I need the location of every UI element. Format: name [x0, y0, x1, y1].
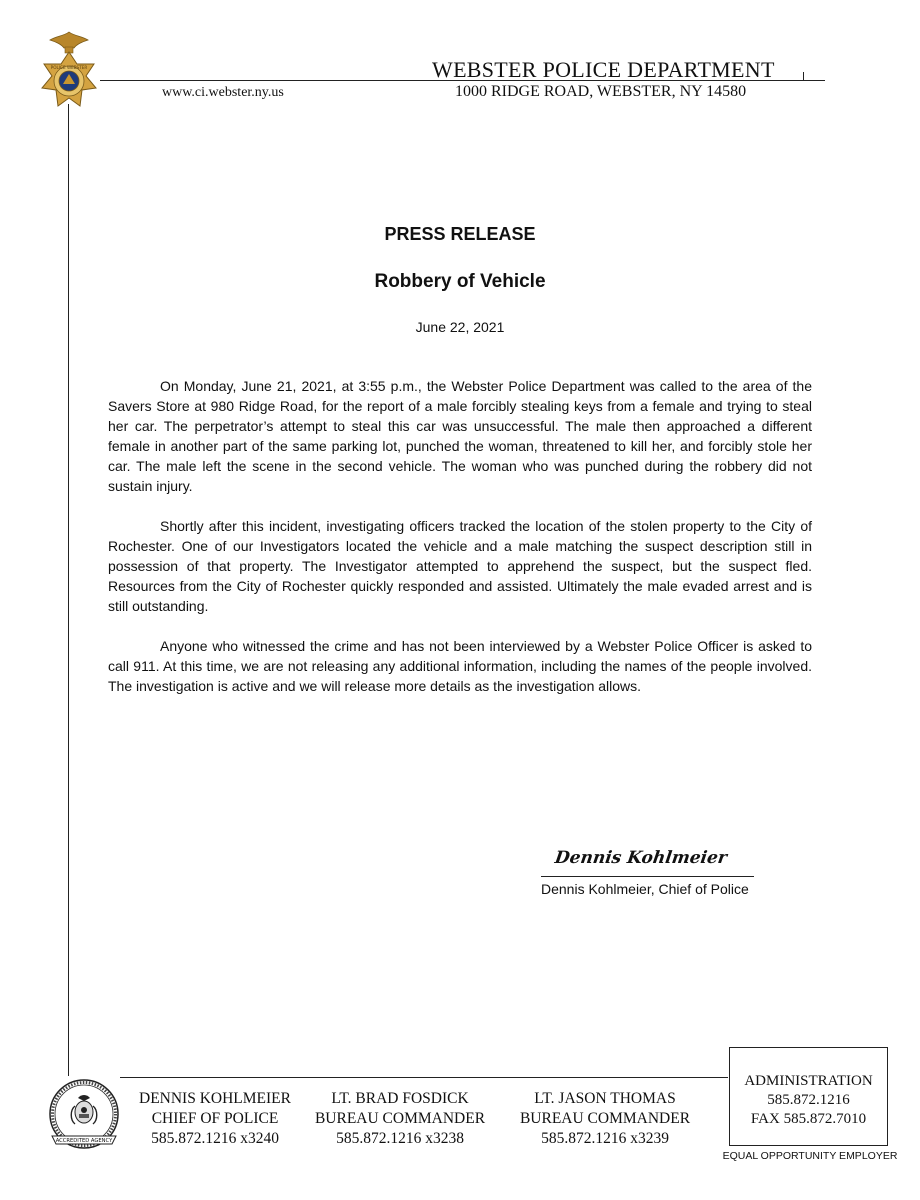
- left-margin-rule: [68, 104, 69, 1076]
- release-subject: Robbery of Vehicle: [374, 271, 546, 292]
- website-link[interactable]: www.ci.webster.ny.us: [162, 85, 284, 100]
- body-paragraph: Shortly after this incident, investigating officers tracked the location of the stolen property to the City of Rochester. One of our Investigators located the vehicle and a male matching the suspect description still in possession of that property. The Investigator attempted to apprehend the suspect, but the suspect fled. Resources from the City of Rochester quickly responded and assisted. Ultimately the male evaded arrest and is still outstanding.: [108, 518, 812, 614]
- badge-eagle: [50, 32, 88, 48]
- badge-text: POLICE WEBSTER: [50, 65, 88, 70]
- staff-title: BUREAU COMMANDER: [519, 1110, 691, 1127]
- admin-phone: 585.872.1216: [767, 1092, 850, 1108]
- staff-contact-thomas: [505, 1089, 705, 1149]
- staff-name: LT. BRAD FOSDICK: [331, 1090, 469, 1107]
- press-release-heading: PRESS RELEASE: [384, 224, 536, 244]
- handwritten-signature: Dennis Kohlmeier: [553, 848, 729, 868]
- body-paragraph: Anyone who witnessed the crime and has not been interviewed by a Webster Police Officer is asked to call 911. At this time, we are not releasing any additional information, including the names of the people involved. The investigation is active and we will release more details as the investigation allows.: [108, 638, 812, 694]
- staff-title: BUREAU COMMANDER: [314, 1110, 486, 1127]
- staff-contact-fosdick: [300, 1089, 500, 1149]
- body-paragraph: On Monday, June 21, 2021, at 3:55 p.m., the Webster Police Department was called to the area of the Savers Store at 980 Ridge Road, for the report of a male forcibly stealing keys from a female and trying to steal her car. The perpetrator’s attempt to steal this car was unsuccessful. The male then approached a different female in another part of the same parking lot, punched the woman, threatened to kill her, and forcibly stole her car. The male left the scene in the second vehicle. The woman who was punched during the robbery did not sustain injury.: [108, 378, 812, 494]
- police-badge-logo: [36, 30, 102, 128]
- department-address: 1000 RIDGE ROAD, WEBSTER, NY 14580: [455, 83, 747, 100]
- staff-name: DENNIS KOHLMEIER: [139, 1090, 291, 1107]
- release-body: [108, 376, 812, 716]
- department-name: WEBSTER POLICE DEPARTMENT: [432, 57, 775, 82]
- header-rule-step: [803, 72, 804, 80]
- staff-name: LT. JASON THOMAS: [534, 1090, 676, 1107]
- staff-phone: 585.872.1216 x3240: [151, 1130, 279, 1147]
- admin-fax: FAX 585.872.7010: [750, 1111, 867, 1127]
- staff-phone: 585.872.1216 x3238: [336, 1130, 464, 1147]
- footer-rule: [120, 1077, 728, 1078]
- staff-contact-chief: [120, 1089, 310, 1149]
- header-rule: [100, 80, 825, 81]
- staff-title: CHIEF OF POLICE: [151, 1110, 279, 1127]
- signature-caption: Dennis Kohlmeier, Chief of Police: [541, 881, 749, 897]
- release-date: June 22, 2021: [415, 319, 505, 335]
- equal-opportunity-employer: EQUAL OPPORTUNITY EMPLOYER: [722, 1150, 898, 1162]
- accreditation-seal-logo: [42, 1074, 126, 1158]
- seal-text: ACCREDITED AGENCY: [55, 1138, 113, 1144]
- staff-phone: 585.872.1216 x3239: [541, 1130, 669, 1147]
- administration-contact-box: [729, 1047, 888, 1146]
- signature-line: [541, 876, 754, 877]
- admin-label: ADMINISTRATION: [744, 1073, 873, 1089]
